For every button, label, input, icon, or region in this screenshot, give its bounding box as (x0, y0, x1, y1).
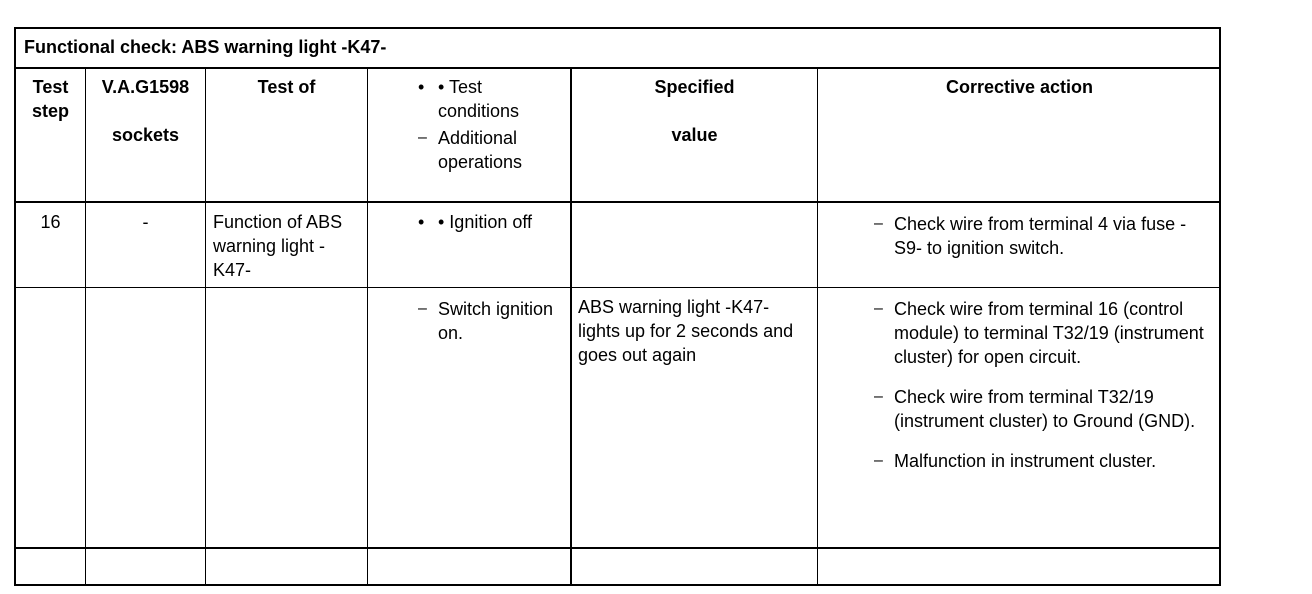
row2-action-item-3: – Malfunction in instrument cluster. (874, 451, 1157, 471)
row2-specified: ABS warning light -K47- lights up for 2 seconds and goes out again (578, 297, 794, 365)
row2-action-item-2: – Check wire from terminal T32/19 (instrument cluster) to Ground (GND). (874, 387, 1196, 431)
col-divider-2 (205, 67, 206, 584)
header-vag-sockets: V.A.G1598 sockets (101, 77, 190, 145)
row1-test-of: Function of ABS warning light -K47- (213, 212, 343, 280)
header-bullet-item: • • Test conditions (418, 77, 520, 121)
functional-check-table (14, 27, 1221, 586)
row2-divider (16, 547, 1219, 549)
header-specified-value: Specified value (654, 77, 735, 145)
row2-action-item-1: – Check wire from terminal 16 (control module) to terminal T32/19 (instrument cluster) for open circuit. (874, 299, 1204, 367)
title-divider (16, 67, 1219, 69)
header-test-of: Test of (257, 77, 316, 97)
row1-divider (16, 287, 1219, 288)
row1-condition: • • Ignition off (418, 212, 533, 232)
row2-condition: – Switch ignition on. (418, 299, 554, 343)
row1-actions (874, 212, 1214, 260)
header-corrective-action: Corrective action (945, 77, 1094, 97)
header-test-step: Test step (31, 77, 69, 121)
header-conditions (418, 75, 568, 174)
row1-vag: - (142, 212, 149, 232)
col-divider-5 (817, 67, 818, 584)
row2-actions (874, 297, 1214, 473)
col-divider-3 (367, 67, 368, 584)
row1-step: 16 (40, 212, 61, 232)
table-title: Functional check: ABS warning light -K47- (24, 37, 387, 57)
row1-action-item: – Check wire from terminal 4 via fuse -S9- to ignition switch. (874, 214, 1187, 258)
header-dash-item: – Additional operations (418, 128, 523, 172)
header-divider (16, 201, 1219, 203)
